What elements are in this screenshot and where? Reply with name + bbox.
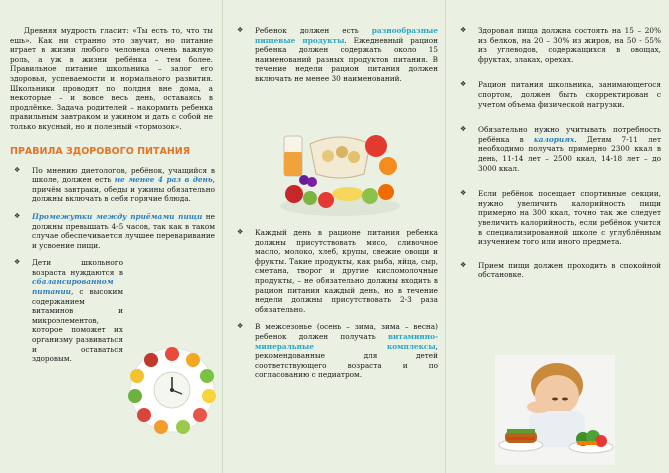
column-2 [223, 0, 446, 473]
emphasis-text: витаминно-минеральные комплексы [255, 331, 438, 351]
list-item: ❖ По мнению диетологов, ребёнок, учащийся в школе, должен есть не менее 4 раз в день, причём завтраки, обеды и ужины обязательно должны включать в себя горячие блюда. [14, 165, 215, 204]
emphasis-text: сбалансированном питании [32, 277, 114, 297]
diamond-bullet-icon: ❖ [237, 228, 244, 236]
emphasis-text: Промежутки между приёмами пищи [32, 211, 203, 221]
diamond-bullet-icon: ❖ [237, 322, 244, 331]
intro-paragraph: Древняя мудрость гласит: «Ты есть то, что ты ешь». Как ни странно это звучит, но питание играет в жизни любого человека очень важную роль, а уж в жизни ребёнка – тем более. Правильное питание школьника – залог его здоровья, успеваемости и нормального развития. Школьники проводят по полдня вне дома, а некоторые – и вовсе весь день, оставаясь в продлёнке. Задача родителей – накормить ребенка правильным завтраком и ужином и дать с собой не только вкусный, но и полезный «тормозок». [10, 26, 213, 131]
column-3 [446, 0, 669, 473]
diamond-bullet-icon: ❖ [14, 211, 21, 220]
section-heading: ПРАВИЛА ЗДОРОВОГО ПИТАНИЯ [10, 145, 191, 157]
emphasis-text: разнообразные пищевые продукты [255, 26, 438, 45]
fruits-and-breakfast-illustration [276, 122, 404, 220]
list-item: ❖ Прием пищи должен проходить в спокойной обстановке. [460, 260, 661, 280]
column-1 [0, 0, 223, 473]
emphasis-text: не менее 4 раз в день [114, 175, 213, 185]
food-clock-illustration [127, 344, 218, 436]
diamond-bullet-icon: ❖ [14, 165, 21, 174]
list-item: ❖ Каждый день в рационе питания ребенка должны присутствовать мясо, сливочное масло, молоко, хлеб, крупы, свежие овощи и фрукты. Такие продукты, как рыба, яйца, сыр, сметана, творог и другие кисломолочные продукты, – не обязательно должны входить в рацион питания каждый день, но в течение недели должны присутствовать 2-3 раза обязательно. [237, 228, 438, 314]
boy-with-vegetables-illustration [495, 355, 615, 465]
list-item: ❖ Здоровая пища должна состоять на 15 – 20% из белков, на 20 – 30% из жиров, на 50 - 55% из углеводов, содержащихся в овощах, фруктах, злаках, орехах. [460, 26, 661, 64]
list-item: ❖ Ребенок должен есть разнообразные пищевые продукты. Ежедневный рацион ребенка должен содержать около 15 наименований разных продуктов питания. В течение недели рацион питания должен включать не менее 30 наименований. [237, 26, 439, 83]
list-item: ❖ Дети школьного возраста нуждаются в сбалансированном питании, с высоким содержанием витаминов и микроэлементов, которое поможет их организму развиваться и оставаться здоровым. [14, 258, 123, 364]
diamond-bullet-icon: ❖ [460, 80, 467, 89]
emphasis-text: калориях [533, 134, 575, 144]
diamond-bullet-icon: ❖ [460, 26, 467, 34]
diamond-bullet-icon: ❖ [237, 26, 244, 34]
list-item: ❖ Промежутки между приёмами пищи не должны превышать 4-5 часов, так как в таком случае обеспечивается лучшее переваривание и усвоение пищи. [14, 211, 215, 250]
diamond-bullet-icon: ❖ [460, 189, 467, 198]
diamond-bullet-icon: ❖ [460, 125, 467, 134]
diamond-bullet-icon: ❖ [14, 258, 21, 267]
list-item: ❖ Обязательно нужно учитывать потребность ребёнка в калориях. Детям 7-11 лет необходимо получать примерно 2300 ккал в день, 11-14 лет – 2500 ккал, 14-18 лет – до 3000 ккал. [460, 125, 661, 173]
list-item: ❖ Если ребёнок посещает спортивные секции, нужно увеличить калорийность пищи примерно на 300 ккал, точно так же следует увеличить калорийность, если ребёнок учится в специализированной школе с углублённым изучением того или иного предмета. [460, 189, 661, 247]
diamond-bullet-icon: ❖ [460, 260, 467, 269]
list-item: ❖ Рацион питания школьника, занимающегося спортом, должен быть скорректирован с учетом объема физической нагрузки. [460, 80, 661, 109]
list-item: ❖ В межсезонье (осень – зима, зима – весна) ребенок должен получать витаминно-минеральные комплексы, рекомендованные для детей соответствующего возраста и по согласованию с педиатром. [237, 322, 438, 380]
